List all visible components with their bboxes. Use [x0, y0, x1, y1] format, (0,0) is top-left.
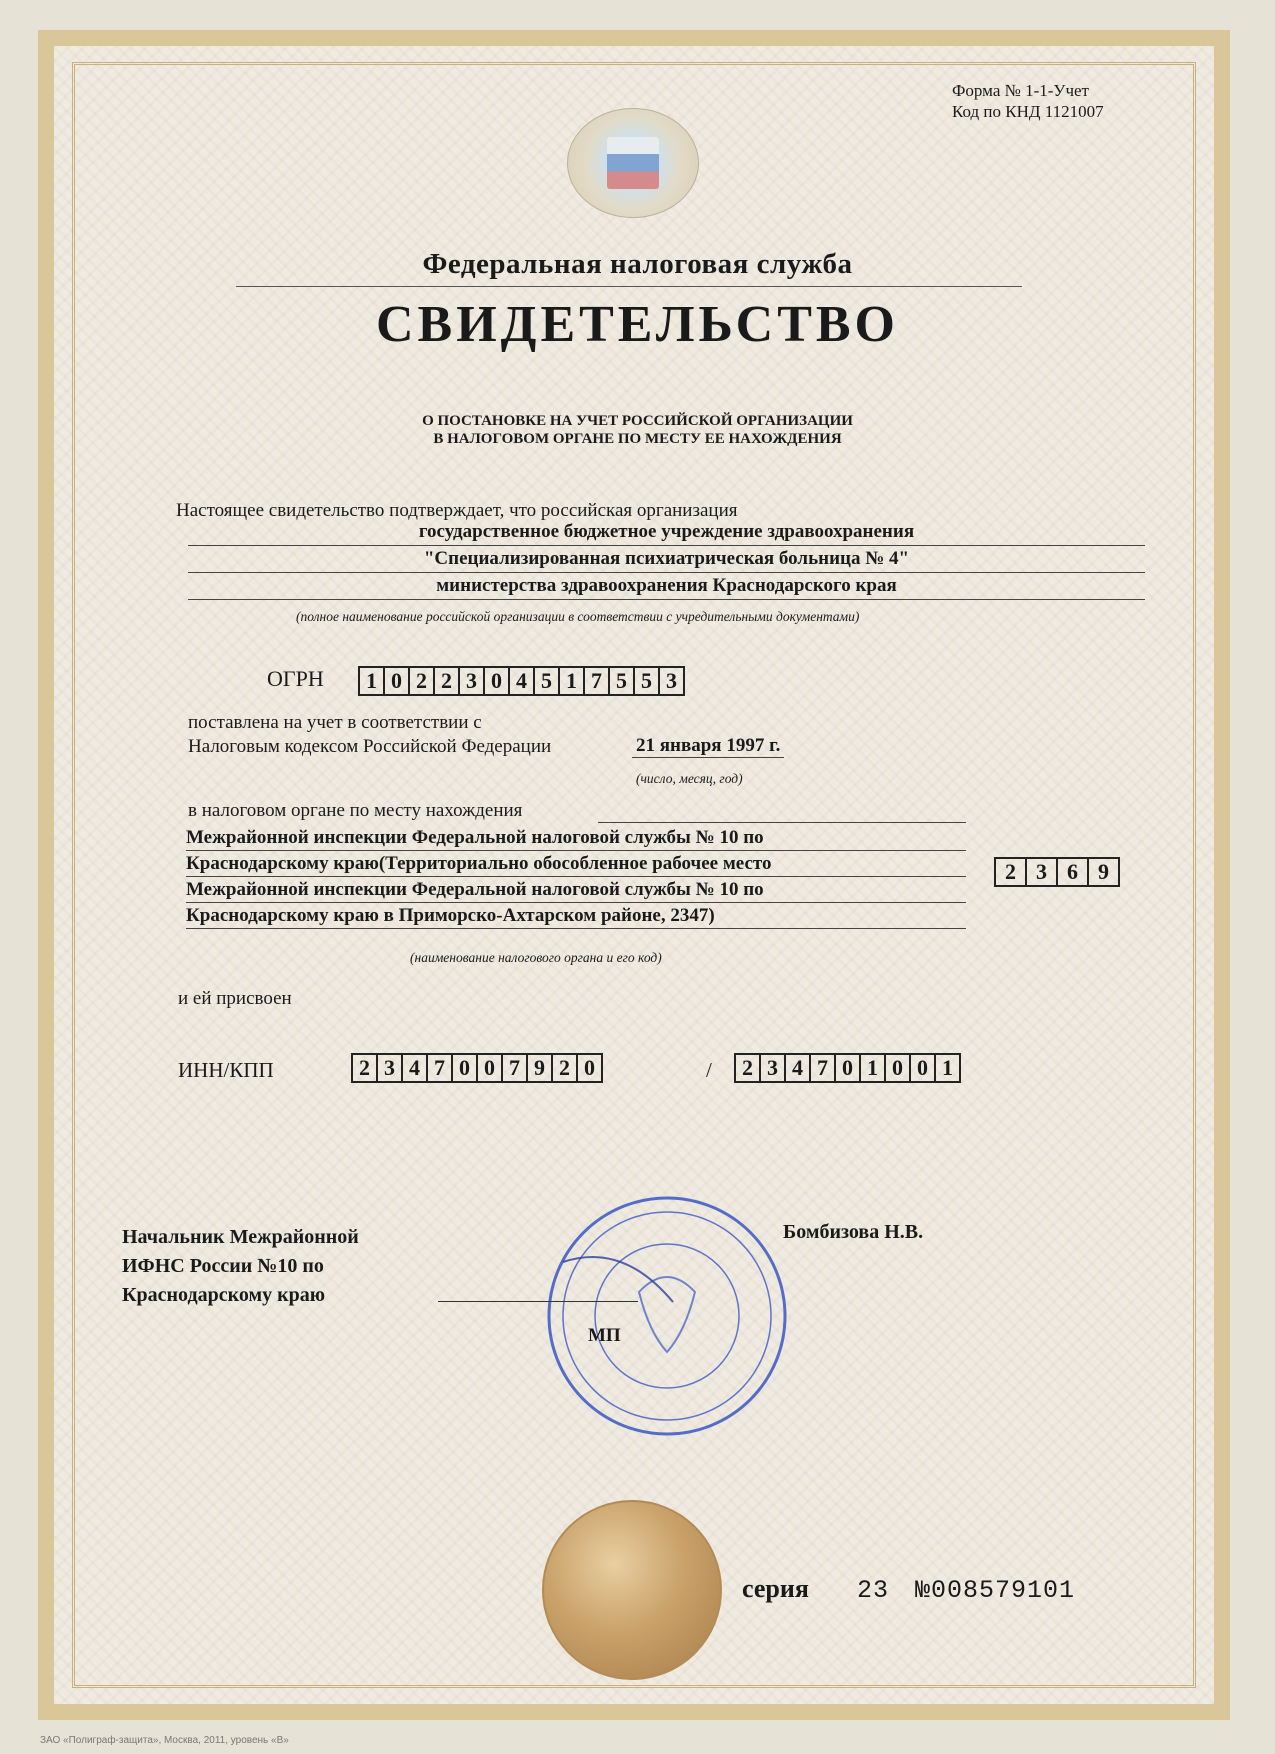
intro-text: Настоящее свидетельство подтверждает, что российская организация [176, 500, 738, 521]
digit: 5 [610, 668, 635, 694]
agency-name: Федеральная налоговая служба [422, 248, 853, 280]
digit: 4 [786, 1055, 811, 1081]
inn-kpp-label: ИНН/КПП [178, 1058, 274, 1082]
digit: 2 [353, 1055, 378, 1081]
digit: 9 [1098, 859, 1109, 884]
organization-hint: (полное наименование российской организации в соответствии с учредительными документами) [296, 609, 860, 624]
digit: 3 [761, 1055, 786, 1081]
organization-name-line-3: министерства здравоохранения Краснодарского края [188, 573, 1145, 600]
digit: 5 [635, 668, 660, 694]
official-stamp-icon [543, 1192, 791, 1440]
digit: 3 [666, 668, 677, 693]
authority-code-boxes [994, 857, 1120, 887]
digit: 0 [485, 668, 510, 694]
registration-line-2: Налоговым кодексом Российской Федерации [188, 736, 552, 757]
authority-line-1: Межрайонной инспекции Федеральной налоговой службы № 10 по [186, 825, 966, 851]
digit: 2 [435, 668, 460, 694]
ogrn-label: ОГРН [267, 666, 324, 691]
divider [236, 286, 1022, 287]
digit: 1 [560, 668, 585, 694]
authority-line-4: Краснодарскому краю в Приморско-Ахтарском районе, 2347) [186, 903, 966, 929]
digit: 3 [378, 1055, 403, 1081]
printer-imprint: ЗАО «Полиграф-защита», Москва, 2011, уровень «В» [40, 1735, 289, 1746]
series-value: 23 [857, 1576, 890, 1605]
authority-intro: в налоговом органе по месту нахождения [188, 800, 523, 821]
digit: 4 [510, 668, 535, 694]
digit: 3 [1027, 859, 1058, 885]
digit: 1 [861, 1055, 886, 1081]
form-identifier [952, 80, 1104, 122]
organization-name-line-1: государственное бюджетное учреждение здравоохранения [188, 519, 1145, 546]
digit: 5 [535, 668, 560, 694]
digit: 4 [403, 1055, 428, 1081]
signatory-name: Бомбизова Н.В. [783, 1221, 924, 1243]
divider [598, 822, 966, 823]
digit: 9 [528, 1055, 553, 1081]
digit: 0 [453, 1055, 478, 1081]
digit: 7 [503, 1055, 528, 1081]
authority-hint: (наименование налогового органа и его код) [410, 950, 662, 965]
digit: 2 [736, 1055, 761, 1081]
digit: 0 [911, 1055, 936, 1081]
digit: 1 [942, 1055, 953, 1080]
digit: 0 [385, 668, 410, 694]
series-label: серия [742, 1574, 809, 1603]
date-hint: (число, месяц, год) [636, 771, 743, 786]
digit: 7 [811, 1055, 836, 1081]
inn-digit-boxes [351, 1053, 603, 1083]
certificate-number: №008579101 [915, 1576, 1076, 1605]
digit: 2 [410, 668, 435, 694]
authority-line-2: Краснодарскому краю(Территориально обособленное рабочее место [186, 851, 966, 877]
form-number: Форма № 1-1-Учет [952, 81, 1089, 100]
authority-line-3: Межрайонной инспекции Федеральной налоговой службы № 10 по [186, 877, 966, 903]
digit: 2 [996, 859, 1027, 885]
signatory-title: Начальник Межрайонной ИФНС России №10 по Краснодарскому краю [122, 1226, 359, 1306]
kpp-digit-boxes [734, 1053, 961, 1083]
stamp-place-label: МП [588, 1325, 621, 1346]
digit: 0 [478, 1055, 503, 1081]
organization-name-line-2: "Специализированная психиатрическая больница № 4" [188, 546, 1145, 573]
digit: 2 [553, 1055, 578, 1081]
page-title: СВИДЕТЕЛЬСТВО [375, 296, 900, 353]
digit: 0 [836, 1055, 861, 1081]
subtitle: О ПОСТАНОВКЕ НА УЧЕТ РОССИЙСКОЙ ОРГАНИЗАЦИИ В НАЛОГОВОМ ОРГАНЕ ПО МЕСТУ ЕЕ НАХОЖДЕНИЯ [422, 413, 853, 447]
digit: 0 [886, 1055, 911, 1081]
digit: 6 [1058, 859, 1089, 885]
digit: 0 [584, 1055, 595, 1080]
digit: 7 [428, 1055, 453, 1081]
registration-line-1: поставлена на учет в соответствии с [188, 712, 482, 733]
signature-line [438, 1301, 638, 1302]
digit: 7 [585, 668, 610, 694]
registration-date: 21 января 1997 г. [632, 735, 784, 758]
knd-code: Код по КНД 1121007 [952, 102, 1104, 121]
hologram-emblem-icon [567, 108, 699, 218]
digit: 3 [460, 668, 485, 694]
gold-seal-icon [542, 1500, 722, 1680]
assigned-text: и ей присвоен [178, 988, 292, 1009]
ogrn-digit-boxes [358, 666, 685, 696]
inn-kpp-separator: / [706, 1058, 712, 1082]
digit: 1 [360, 668, 385, 694]
